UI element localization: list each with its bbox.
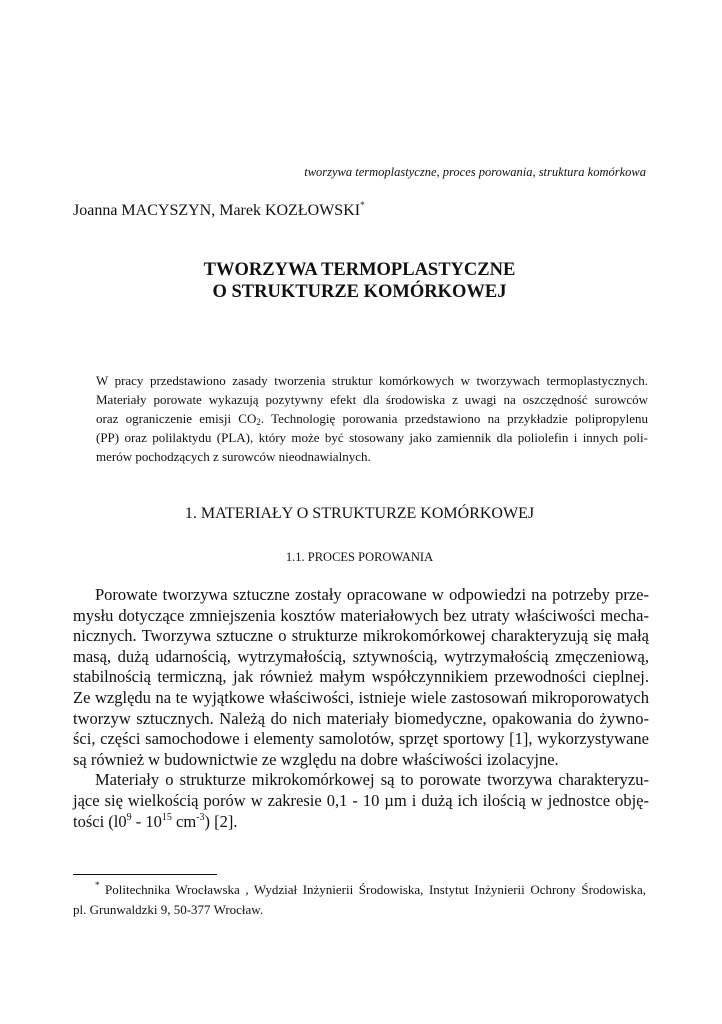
abstract-line: Materiały porowate wykazują pozytywny efekt dla środowiska z uwagi na oszczędność surowców (96, 392, 648, 407)
footnote-text: Politechnika Wrocławska , Wydział Inżynierii Środowiska, Instytut Inżynierii Ochrony Środowiska, (99, 882, 646, 897)
abstract-line: merów pochodzących z surowców nieodnawialnych. (96, 449, 371, 464)
superscript: 9 (126, 811, 132, 823)
superscript: -3 (196, 811, 205, 823)
superscript: 15 (161, 811, 172, 823)
footnote-line (73, 880, 646, 900)
title-line-2: O STRUKTURZE KOMÓRKOWEJ (212, 282, 507, 302)
body-line (73, 812, 649, 833)
footnote-line: pl. Grunwaldzki 9, 50-377 Wrocław. (73, 902, 264, 917)
body-text-segment: cm (171, 811, 197, 831)
author-names: Joanna MACYSZYN, Marek KOZŁOWSKI (73, 202, 361, 219)
body-line: Porowate tworzywa sztuczne zostały opracowane w odpowiedzi na potrzeby prze- (95, 585, 649, 604)
author-footnote-mark: * (360, 200, 365, 210)
body-line: masą, dużą udarnością, wytrzymałością, sztywnością, wytrzymałością zmęczeniową, (73, 646, 649, 666)
section-heading: 1. MATERIAŁY O STRUKTURZE KOMÓRKOWEJ (184, 505, 535, 522)
body-line: stabilnością termiczną, jak również małym współczynnikiem przewodności cieplnej. (73, 667, 649, 687)
body-line: Materiały o strukturze mikrokomórkowej są to porowate tworzywa charakteryzu- (95, 770, 649, 790)
body-line: ści, części samochodowe i elementy samolotów, sprzęt sportowy [1], wykorzystywane (73, 729, 649, 749)
body-line: jące się wielkością porów w zakresie 0,1 - 10 µm i dużą ich ilością w jednostce obję- (73, 790, 649, 810)
abstract-line: W pracy przedstawiono zasady tworzenia struktur komórkowych w tworzywach termoplastycznych. (96, 373, 648, 388)
body-line: Ze względu na te wyjątkowe właściwości, istnieje wiele zastosowań mikroporowatych (73, 687, 649, 707)
body-line: mysłu dotyczące zmniejszenia kosztów materiałowych bez utraty właściwości mecha- (73, 605, 649, 625)
body-line: są również w budownictwie ze względu na dobre właściwości izolacyjne. (73, 749, 559, 769)
authors (73, 200, 365, 220)
title-line-1: TWORZYWA TERMOPLASTYCZNE (203, 260, 516, 280)
body-line: nicznych. Tworzywa sztuczne o strukturze mikrokomórkowej charakteryzują się małą (73, 626, 649, 646)
subscript: 2 (256, 417, 261, 427)
footnote-mark: * (95, 880, 100, 890)
footnote (73, 880, 646, 920)
footnote-separator (73, 874, 217, 875)
body-line: tworzyw sztucznych. Należą do nich materiały biomedyczne, opakowania do żywno- (73, 708, 649, 728)
keywords: tworzywa termoplastyczne, proces porowania, struktura komórkowa (304, 165, 646, 179)
paper-title (73, 259, 646, 303)
body-text (73, 585, 649, 832)
subsection-heading: 1.1. PROCES POROWANIA (285, 550, 434, 564)
body-text-segment: ) [2]. (204, 811, 238, 831)
abstract-text: oraz ograniczenie emisji CO (96, 411, 257, 426)
abstract-text: . Technologię porowania przedstawiono na przykładzie polipropylenu (260, 411, 648, 426)
abstract-line: (PP) oraz polilaktydu (PLA), który może być stosowany jako zamiennik dla poliolefin i innych poli- (96, 430, 648, 445)
body-text-segment: - 10 (131, 811, 162, 831)
abstract-line (96, 409, 648, 428)
abstract (96, 371, 648, 466)
body-text-segment: tości (l0 (73, 811, 127, 831)
